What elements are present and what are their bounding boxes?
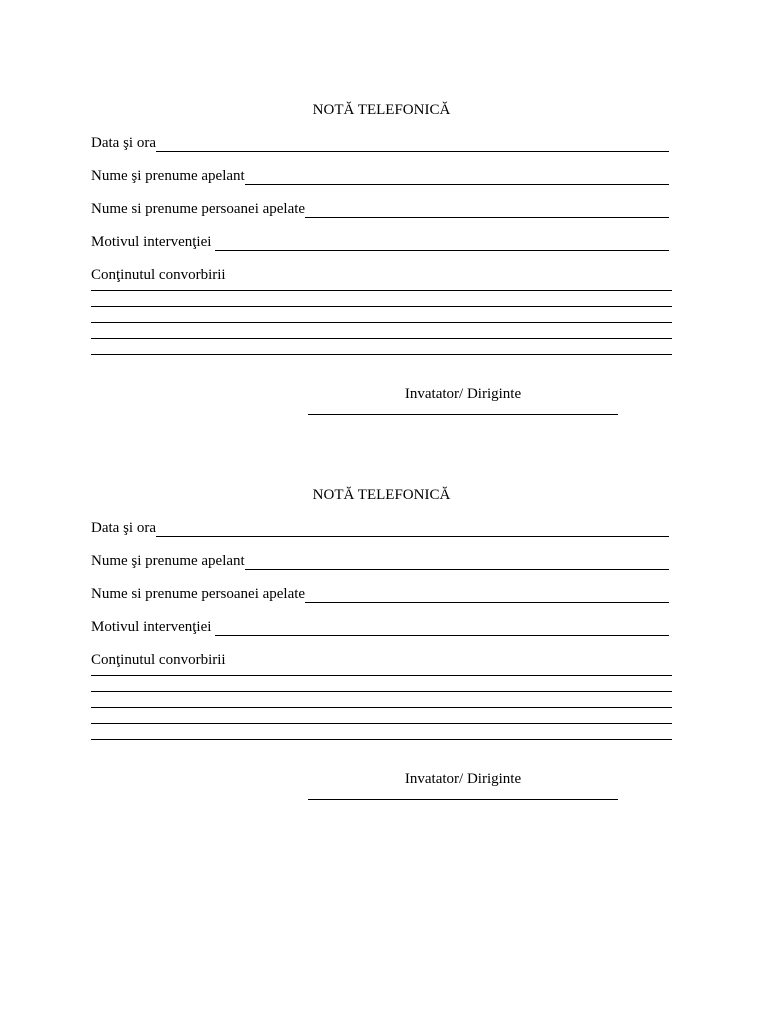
field-label: Data şi ora: [91, 135, 156, 151]
field-label: Data şi ora: [91, 520, 156, 536]
field-called-person-name: [91, 586, 672, 603]
phone-note-form: [91, 102, 672, 415]
content-line[interactable]: [91, 724, 672, 740]
fill-line[interactable]: [215, 620, 669, 636]
content-line[interactable]: [91, 676, 672, 692]
content-line[interactable]: [91, 692, 672, 708]
field-reason: [91, 619, 672, 636]
field-label: Motivul intervenţiei: [91, 619, 212, 635]
fill-line[interactable]: [156, 136, 669, 152]
form-title: NOTĂ TELEFONICĂ: [312, 487, 451, 503]
form-title: NOTĂ TELEFONICĂ: [312, 102, 451, 118]
content-line[interactable]: [91, 708, 672, 724]
fill-line[interactable]: [156, 521, 669, 537]
field-date-time: [91, 135, 672, 152]
field-date-time: [91, 520, 672, 537]
field-label: Nume si prenume persoanei apelate: [91, 201, 306, 217]
field-reason: [91, 234, 672, 251]
field-caller-name: [91, 168, 672, 185]
content-label: Conţinutul convorbirii: [91, 267, 226, 283]
signature-label: Invatator/ Diriginte: [404, 386, 522, 402]
field-label: Motivul intervenţiei: [91, 234, 212, 250]
fill-line[interactable]: [245, 554, 669, 570]
fill-line[interactable]: [245, 169, 669, 185]
field-label: Nume şi prenume apelant: [91, 168, 245, 184]
content-line[interactable]: [91, 291, 672, 307]
field-caller-name: [91, 553, 672, 570]
fill-line[interactable]: [305, 202, 669, 218]
content-lines[interactable]: [91, 290, 672, 355]
fill-line[interactable]: [215, 235, 669, 251]
content-line[interactable]: [91, 339, 672, 355]
fill-line[interactable]: [305, 587, 669, 603]
content-line[interactable]: [91, 323, 672, 339]
signature-label: Invatator/ Diriginte: [404, 771, 522, 787]
phone-note-form: [91, 487, 672, 800]
signature-block: [308, 386, 618, 415]
content-label: Conţinutul convorbirii: [91, 652, 226, 668]
signature-block: [308, 771, 618, 800]
field-called-person-name: [91, 201, 672, 218]
content-line[interactable]: [91, 307, 672, 323]
field-label: Nume şi prenume apelant: [91, 553, 245, 569]
signature-line[interactable]: [308, 799, 618, 800]
signature-line[interactable]: [308, 414, 618, 415]
field-label: Nume si prenume persoanei apelate: [91, 586, 306, 602]
content-lines[interactable]: [91, 675, 672, 740]
